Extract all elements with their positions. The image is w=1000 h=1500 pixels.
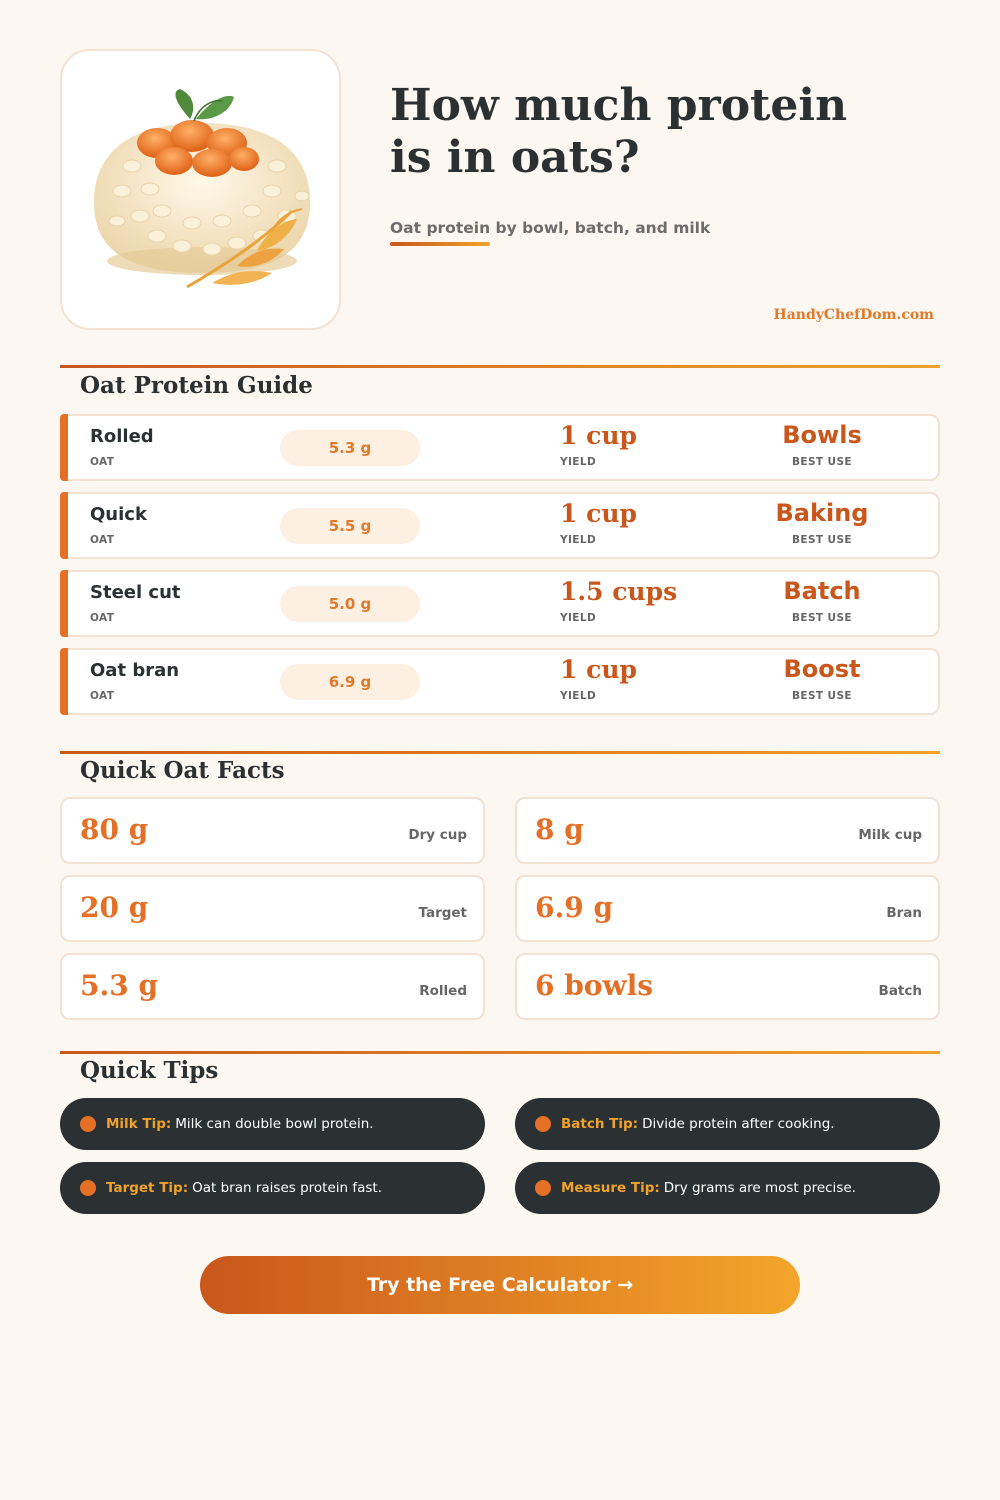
protein-pill: 6.9 g bbox=[280, 664, 420, 700]
oat-label: OAT bbox=[90, 534, 115, 546]
fact-value: 5.3 g bbox=[80, 969, 159, 1002]
fact-value: 80 g bbox=[80, 813, 149, 846]
protein-pill: 5.0 g bbox=[280, 586, 420, 622]
yield-label: YIELD bbox=[560, 612, 597, 624]
tip-text: Divide protein after cooking. bbox=[642, 1116, 835, 1132]
fact-value: 8 g bbox=[535, 813, 584, 846]
row-accent-bar bbox=[60, 648, 68, 715]
yield-label: YIELD bbox=[560, 456, 597, 468]
subtitle-underline bbox=[390, 242, 490, 246]
row-accent-bar bbox=[60, 570, 68, 637]
tip-pill bbox=[515, 1162, 940, 1214]
row-accent-bar bbox=[60, 414, 68, 481]
fact-card bbox=[60, 797, 485, 864]
oat-label: OAT bbox=[90, 612, 115, 624]
tip-pill bbox=[515, 1098, 940, 1150]
protein-pill: 5.3 g bbox=[280, 430, 420, 466]
tips-title: Quick Tips bbox=[80, 1057, 219, 1084]
yield-value: 1 cup bbox=[560, 499, 637, 528]
fact-card bbox=[60, 875, 485, 942]
fact-card bbox=[515, 875, 940, 942]
best-use-label: BEST USE bbox=[791, 456, 853, 468]
tip-text: Dry grams are most precise. bbox=[663, 1180, 856, 1196]
best-use-value: Bowls bbox=[782, 421, 862, 449]
tip-text: Milk can double bowl protein. bbox=[175, 1116, 374, 1132]
row-accent-bar bbox=[60, 492, 68, 559]
calculator-cta-button[interactable]: Try the Free Calculator → bbox=[200, 1256, 800, 1314]
page-subtitle: Oat protein by bowl, batch, and milk bbox=[390, 219, 711, 237]
oat-name: Steel cut bbox=[90, 582, 181, 603]
best-use-value: Batch bbox=[783, 577, 861, 605]
fact-value: 6.9 g bbox=[535, 891, 614, 924]
hero-image-card bbox=[60, 49, 341, 330]
fact-label: Rolled bbox=[419, 983, 467, 999]
best-use-label: BEST USE bbox=[791, 690, 853, 702]
fact-label: Target bbox=[418, 905, 467, 921]
fact-label: Bran bbox=[886, 905, 922, 921]
best-use-value: Boost bbox=[783, 655, 861, 683]
facts-divider bbox=[60, 751, 940, 754]
oat-label: OAT bbox=[90, 456, 115, 468]
protein-pill: 5.5 g bbox=[280, 508, 420, 544]
fact-value: 20 g bbox=[80, 891, 149, 924]
tip-label: Batch Tip: bbox=[561, 1116, 639, 1132]
guide-row bbox=[60, 414, 940, 481]
guide-divider bbox=[60, 365, 940, 368]
guide-row bbox=[60, 648, 940, 715]
page-title bbox=[390, 80, 910, 184]
title-line-1: How much protein bbox=[390, 80, 848, 131]
best-use-label: BEST USE bbox=[791, 534, 853, 546]
guide-title: Oat Protein Guide bbox=[80, 372, 313, 399]
oat-label: OAT bbox=[90, 690, 115, 702]
bullet-dot-icon bbox=[80, 1116, 96, 1132]
oat-name: Rolled bbox=[90, 426, 154, 447]
yield-value: 1 cup bbox=[560, 421, 637, 450]
guide-row bbox=[60, 570, 940, 637]
facts-title: Quick Oat Facts bbox=[80, 757, 285, 784]
oat-name: Quick bbox=[90, 504, 147, 525]
yield-value: 1 cup bbox=[560, 655, 637, 684]
bullet-dot-icon bbox=[535, 1116, 551, 1132]
fact-label: Batch bbox=[878, 983, 922, 999]
yield-label: YIELD bbox=[560, 534, 597, 546]
bullet-dot-icon bbox=[535, 1180, 551, 1196]
fact-card bbox=[515, 797, 940, 864]
brand-link[interactable]: HandyChefDom.com bbox=[773, 307, 934, 323]
best-use-label: BEST USE bbox=[791, 612, 853, 624]
title-line-2: is in oats? bbox=[390, 132, 640, 183]
oat-bowl-icon bbox=[62, 51, 343, 332]
yield-value: 1.5 cups bbox=[560, 577, 678, 606]
fact-card bbox=[60, 953, 485, 1020]
tip-label: Milk Tip: bbox=[106, 1116, 172, 1132]
tip-label: Target Tip: bbox=[106, 1180, 189, 1196]
tip-pill bbox=[60, 1162, 485, 1214]
yield-label: YIELD bbox=[560, 690, 597, 702]
tip-label: Measure Tip: bbox=[561, 1180, 660, 1196]
fact-label: Milk cup bbox=[858, 827, 922, 843]
fact-label: Dry cup bbox=[408, 827, 467, 843]
fact-card bbox=[515, 953, 940, 1020]
best-use-value: Baking bbox=[775, 499, 869, 527]
tip-text: Oat bran raises protein fast. bbox=[192, 1180, 382, 1196]
oat-name: Oat bran bbox=[90, 660, 180, 681]
fact-value: 6 bowls bbox=[535, 969, 653, 1002]
tip-pill bbox=[60, 1098, 485, 1150]
guide-row bbox=[60, 492, 940, 559]
bullet-dot-icon bbox=[80, 1180, 96, 1196]
tips-divider bbox=[60, 1051, 940, 1054]
